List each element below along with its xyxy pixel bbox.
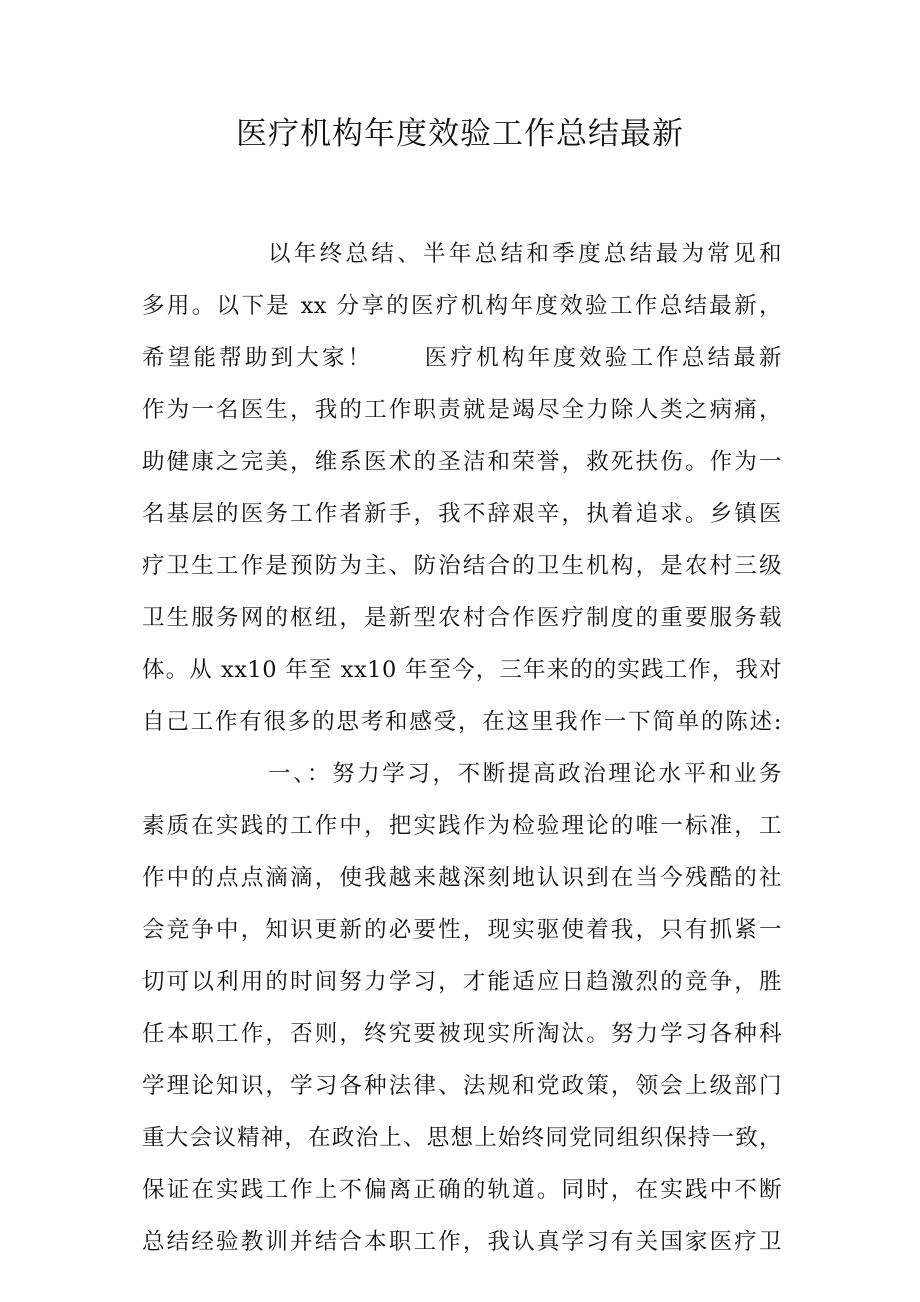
text-line: 多用。以下是 xx 分享的医疗机构年度效验工作总结最新， [142, 293, 782, 319]
text-line: 自己工作有很多的思考和感受，在这里我作一下简单的陈述: [142, 709, 782, 735]
text-line: 一、：努力学习，不断提高政治理论水平和业务 [268, 761, 782, 787]
text-line: 总结经验教训并结合本职工作，我认真学习有关国家医疗卫 [142, 1229, 782, 1255]
text-line: 卫生服务网的枢纽，是新型农村合作医疗制度的重要服务载 [142, 605, 782, 631]
text-line: 任本职工作，否则，终究要被现实所淘汰。努力学习各种科 [142, 1021, 782, 1047]
document-title: 医疗机构年度效验工作总结最新 [236, 116, 684, 152]
text-line: 切可以利用的时间努力学习，才能适应日趋激烈的竞争，胜 [142, 969, 782, 995]
text-line: 重大会议精神，在政治上、思想上始终同党同组织保持一致， [142, 1125, 782, 1151]
text-line: 体。从 xx10 年至 xx10 年至今，三年来的的实践工作，我对 [142, 657, 782, 683]
text-line: 疗卫生工作是预防为主、防治结合的卫生机构，是农村三级 [142, 553, 782, 579]
text-line: 名基层的医务工作者新手，我不辞艰辛，执着追求。乡镇医 [142, 501, 782, 527]
text-line: 素质在实践的工作中，把实践作为检验理论的唯一标准，工 [142, 813, 782, 839]
text-line: 希望能帮助到大家！ 医疗机构年度效验工作总结最新 [142, 345, 782, 371]
text-line: 会竞争中，知识更新的必要性，现实驱使着我，只有抓紧一 [142, 917, 782, 943]
text-line: 学理论知识，学习各种法律、法规和党政策，领会上级部门 [142, 1073, 782, 1099]
text-line: 助健康之完美，维系医术的圣洁和荣誉，救死扶伤。作为一 [142, 449, 782, 475]
document-body [142, 228, 782, 1268]
text-line: 以年终总结、半年总结和季度总结最为常见和 [268, 241, 782, 267]
text-line: 保证在实践工作上不偏离正确的轨道。同时，在实践中不断 [142, 1177, 782, 1203]
text-line: 作为一名医生，我的工作职责就是竭尽全力除人类之病痛， [142, 397, 782, 423]
text-line: 作中的点点滴滴，使我越来越深刻地认识到在当今残酷的社 [142, 865, 782, 891]
